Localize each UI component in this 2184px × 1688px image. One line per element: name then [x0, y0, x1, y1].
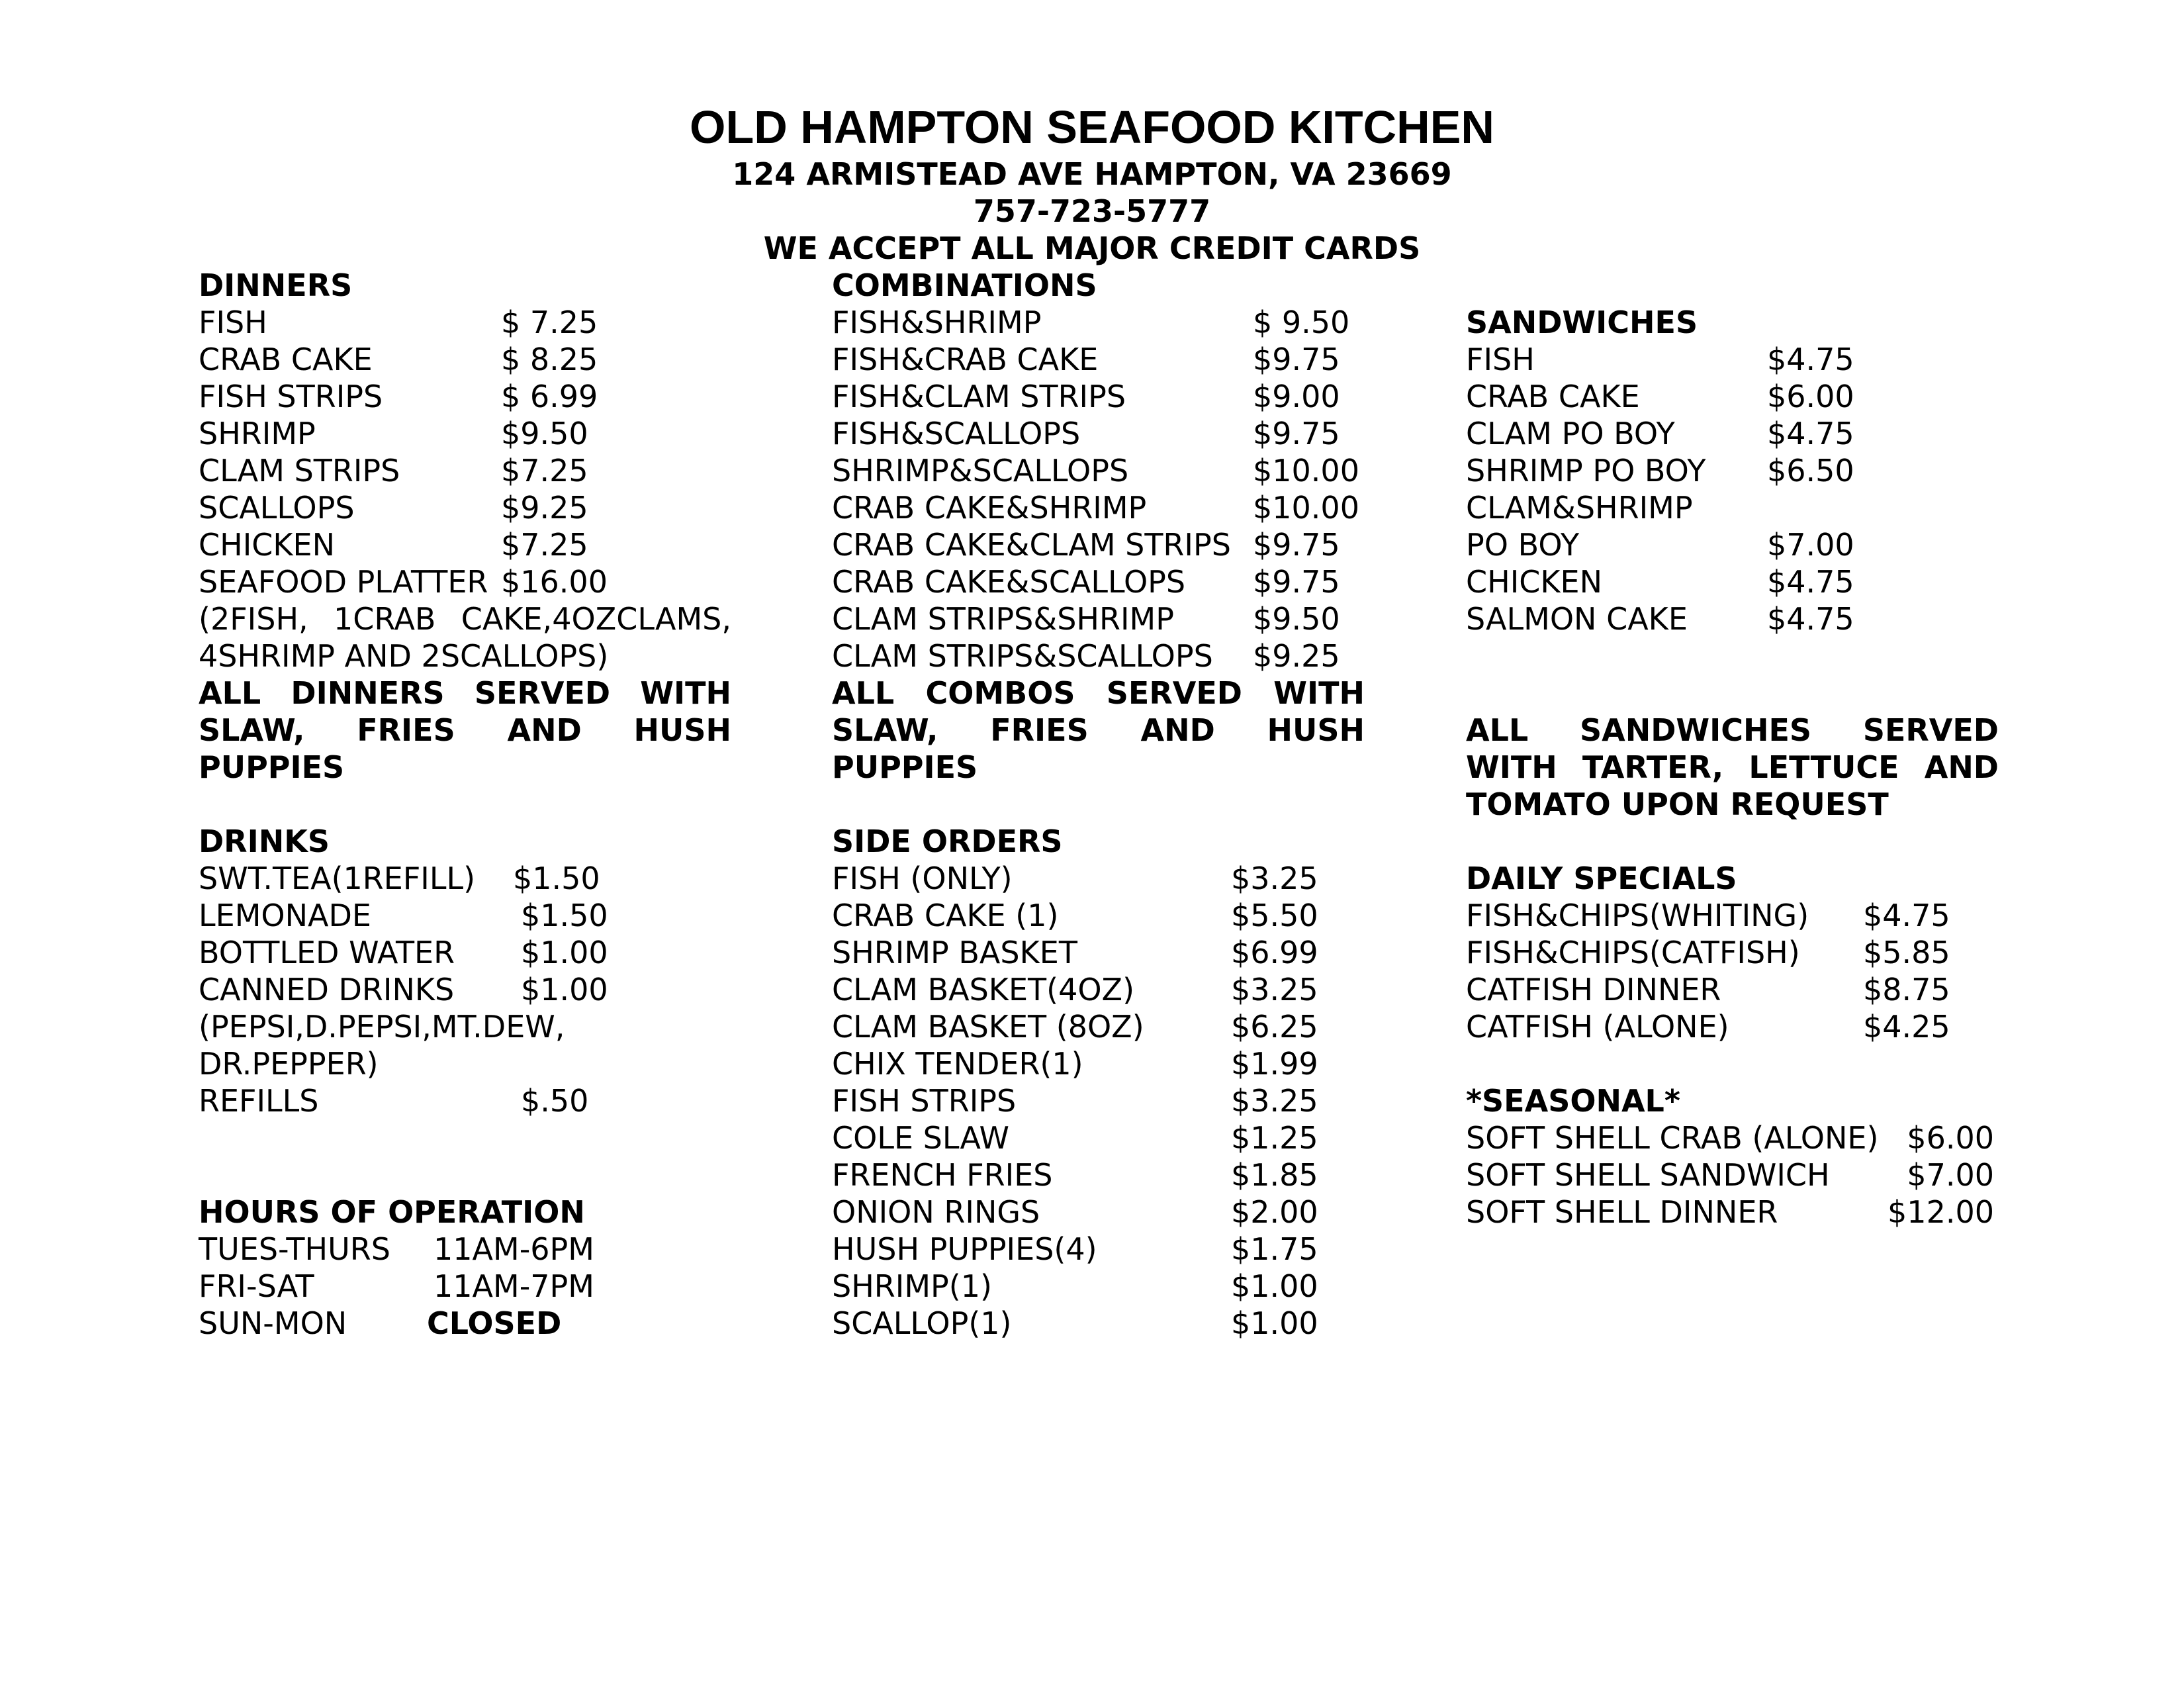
menu-item-price: $1.00: [521, 972, 608, 1008]
menu-item-price: $1.50: [521, 898, 608, 933]
menu-item-name: CLAM STRIPS: [199, 453, 400, 489]
menu-item-name: SHRIMP: [199, 416, 316, 451]
menu-item-price: $1.00: [1231, 1305, 1318, 1341]
menu-item-price: $ 7.25: [501, 305, 598, 340]
menu-item-name: HUSH PUPPIES(4): [832, 1231, 1097, 1267]
menu-item-name: FISH STRIPS: [832, 1083, 1017, 1119]
menu-item-name: SHRIMP(1): [832, 1268, 992, 1304]
note-line: TOMATO UPON REQUEST: [1466, 786, 1889, 822]
menu-item-name: CRAB CAKE (1): [832, 898, 1059, 933]
menu-item-price: $5.50: [1231, 898, 1318, 933]
note-line: ALL SANDWICHES SERVED: [1466, 712, 1999, 748]
menu-item-name: CHIX TENDER(1): [832, 1046, 1083, 1082]
hours-days: SUN-MON: [199, 1305, 347, 1341]
menu-item-price: $.50: [521, 1083, 589, 1119]
menu-item-name: FISH: [199, 305, 267, 340]
menu-item-price: $9.75: [1253, 564, 1340, 600]
note-line: ALL COMBOS SERVED WITH: [832, 675, 1365, 711]
menu-item-name: CANNED DRINKS: [199, 972, 455, 1008]
menu-item-price: $1.99: [1231, 1046, 1318, 1082]
menu-item-name: FRENCH FRIES: [832, 1157, 1053, 1193]
menu-item-price: $9.25: [501, 490, 588, 526]
menu-item-name: CHICKEN: [1466, 564, 1603, 600]
menu-item-name: DR.PEPPER): [199, 1046, 379, 1082]
sandwiches-heading: SANDWICHES: [1466, 305, 1698, 340]
menu-item-price: $ 9.50: [1253, 305, 1350, 340]
menu-item-price: $10.00: [1253, 490, 1359, 526]
note-line: PUPPIES: [832, 749, 978, 785]
menu-item-price: $7.00: [1907, 1157, 1994, 1193]
menu-item-name: FISH STRIPS: [199, 379, 383, 414]
menu-item-name: CLAM BASKET(4OZ): [832, 972, 1135, 1008]
seasonal-heading: *SEASONAL*: [1466, 1083, 1680, 1119]
menu-item-price: $9.75: [1253, 416, 1340, 451]
platter-note: [199, 600, 731, 637]
menu-item-name: SHRIMP&SCALLOPS: [832, 453, 1129, 489]
menu-item-price: $9.00: [1253, 379, 1340, 414]
menu-item-price: $1.85: [1231, 1157, 1318, 1193]
menu-item-name: SCALLOP(1): [832, 1305, 1012, 1341]
menu-item-name: CLAM BASKET (8OZ): [832, 1009, 1144, 1045]
menu-item-price: $7.00: [1767, 527, 1854, 563]
menu-item-name: FISH&CRAB CAKE: [832, 342, 1099, 377]
menu-item-price: $3.25: [1231, 972, 1318, 1008]
dinners-served-note: [199, 675, 731, 786]
menu-item-price: $1.00: [1231, 1268, 1318, 1304]
hours-days: TUES-THURS: [199, 1231, 390, 1267]
menu-item-price: $12.00: [1888, 1194, 1994, 1230]
menu-item-name: FISH&CLAM STRIPS: [832, 379, 1126, 414]
menu-item-name: CLAM STRIPS&SHRIMP: [832, 601, 1174, 637]
menu-item-name: SWT.TEA(1REFILL): [199, 861, 476, 896]
menu-item-price: $1.50: [513, 861, 600, 896]
menu-item-price: $4.75: [1767, 416, 1854, 451]
hours-time: 11AM-7PM: [433, 1268, 594, 1304]
menu-item-name: CHICKEN: [199, 527, 336, 563]
note-line: SLAW, FRIES AND HUSH: [832, 712, 1365, 748]
menu-item-price: $3.25: [1231, 1083, 1318, 1119]
menu-item-name: FISH (ONLY): [832, 861, 1013, 896]
menu-item-price: $16.00: [501, 564, 608, 600]
menu-item-price: $3.25: [1231, 861, 1318, 896]
menu-item-price: $1.25: [1231, 1120, 1318, 1156]
menu-item-name: CLAM&SHRIMP: [1466, 490, 1693, 526]
hours-days: FRI-SAT: [199, 1268, 314, 1304]
menu-item-price: $4.75: [1767, 601, 1854, 637]
drinks-heading: DRINKS: [199, 823, 330, 859]
menu-item-price: $4.25: [1863, 1009, 1950, 1045]
restaurant-address: 124 ARMISTEAD AVE HAMPTON, VA 23669: [732, 156, 1452, 192]
note-line: ALL DINNERS SERVED WITH: [199, 675, 731, 711]
menu-item-name: CLAM STRIPS&SCALLOPS: [832, 638, 1213, 674]
menu-item-price: $6.50: [1767, 453, 1854, 489]
menu-item-price: $8.75: [1863, 972, 1950, 1008]
menu-item-name: COLE SLAW: [832, 1120, 1009, 1156]
menu-item-price: $9.50: [501, 416, 588, 451]
dinners-heading: DINNERS: [199, 267, 353, 303]
menu-item-name: REFILLS: [199, 1083, 319, 1119]
menu-item-name: PO BOY: [1466, 527, 1580, 563]
menu-item-name: SALMON CAKE: [1466, 601, 1688, 637]
note-line: PUPPIES: [199, 749, 345, 785]
menu-item-price: $1.00: [521, 935, 608, 970]
hours-heading: HOURS OF OPERATION: [199, 1194, 585, 1230]
menu-item-name: FISH&CHIPS(WHITING): [1466, 898, 1809, 933]
menu-item-name: SOFT SHELL CRAB (ALONE): [1466, 1120, 1879, 1156]
menu-item-name: CRAB CAKE: [1466, 379, 1640, 414]
menu-item-name: FISH&SHRIMP: [832, 305, 1042, 340]
daily-specials-heading: DAILY SPECIALS: [1466, 861, 1737, 896]
credit-card-notice: WE ACCEPT ALL MAJOR CREDIT CARDS: [763, 230, 1421, 266]
note-line: SLAW, FRIES AND HUSH: [199, 712, 731, 748]
menu-item-price: $5.85: [1863, 935, 1950, 970]
combinations-heading: COMBINATIONS: [832, 267, 1097, 303]
menu-item-name: SOFT SHELL SANDWICH: [1466, 1157, 1830, 1193]
restaurant-name: OLD HAMPTON SEAFOOD KITCHEN: [690, 101, 1494, 153]
menu-item-name: CRAB CAKE: [199, 342, 373, 377]
menu-item-price: $9.75: [1253, 342, 1340, 377]
menu-item-price: $6.25: [1231, 1009, 1318, 1045]
menu-item-name: CLAM PO BOY: [1466, 416, 1675, 451]
platter-note-line-2: 4SHRIMP AND 2SCALLOPS): [199, 638, 609, 674]
menu-item-name: LEMONADE: [199, 898, 371, 933]
combos-served-note: [832, 675, 1365, 786]
menu-item-name: (PEPSI,D.PEPSI,MT.DEW,: [199, 1009, 565, 1045]
menu-item-price: $4.75: [1863, 898, 1950, 933]
menu-item-price: $1.75: [1231, 1231, 1318, 1267]
menu-item-price: $6.00: [1907, 1120, 1994, 1156]
menu-item-name: CRAB CAKE&SHRIMP: [832, 490, 1147, 526]
menu-item-name: SHRIMP BASKET: [832, 935, 1077, 970]
menu-item-name: SOFT SHELL DINNER: [1466, 1194, 1778, 1230]
menu-item-price: $6.99: [1231, 935, 1318, 970]
menu-item-name: CATFISH DINNER: [1466, 972, 1721, 1008]
side-orders-heading: SIDE ORDERS: [832, 823, 1063, 859]
sandwiches-served-note: [1466, 712, 1999, 823]
menu-item-price: $9.50: [1253, 601, 1340, 637]
menu-item-price: $4.75: [1767, 342, 1854, 377]
menu-item-name: ONION RINGS: [832, 1194, 1040, 1230]
menu-item-name: CATFISH (ALONE): [1466, 1009, 1729, 1045]
menu-item-name: SCALLOPS: [199, 490, 355, 526]
menu-item-name: SEAFOOD PLATTER: [199, 564, 488, 600]
menu-item-name: BOTTLED WATER: [199, 935, 455, 970]
menu-item-price: $6.00: [1767, 379, 1854, 414]
menu-item-price: $7.25: [501, 527, 588, 563]
menu-item-price: $ 8.25: [501, 342, 598, 377]
menu-item-name: SHRIMP PO BOY: [1466, 453, 1706, 489]
menu-item-price: $9.75: [1253, 527, 1340, 563]
menu-item-name: FISH: [1466, 342, 1535, 377]
menu-item-name: CRAB CAKE&SCALLOPS: [832, 564, 1186, 600]
note-line: WITH TARTER, LETTUCE AND: [1466, 749, 1999, 785]
menu-item-price: $9.25: [1253, 638, 1340, 674]
hours-time: CLOSED: [427, 1305, 562, 1341]
menu-item-price: $4.75: [1767, 564, 1854, 600]
restaurant-phone: 757-723-5777: [973, 193, 1211, 229]
menu-item-name: FISH&CHIPS(CATFISH): [1466, 935, 1800, 970]
menu-item-name: FISH&SCALLOPS: [832, 416, 1081, 451]
menu-item-price: $10.00: [1253, 453, 1359, 489]
hours-time: 11AM-6PM: [433, 1231, 594, 1267]
menu-item-price: $ 6.99: [501, 379, 598, 414]
menu-item-price: $2.00: [1231, 1194, 1318, 1230]
menu-item-name: CRAB CAKE&CLAM STRIPS: [832, 527, 1231, 563]
platter-note-line: (2FISH, 1CRAB CAKE,4OZCLAMS,: [199, 601, 731, 637]
menu-item-price: $7.25: [501, 453, 588, 489]
